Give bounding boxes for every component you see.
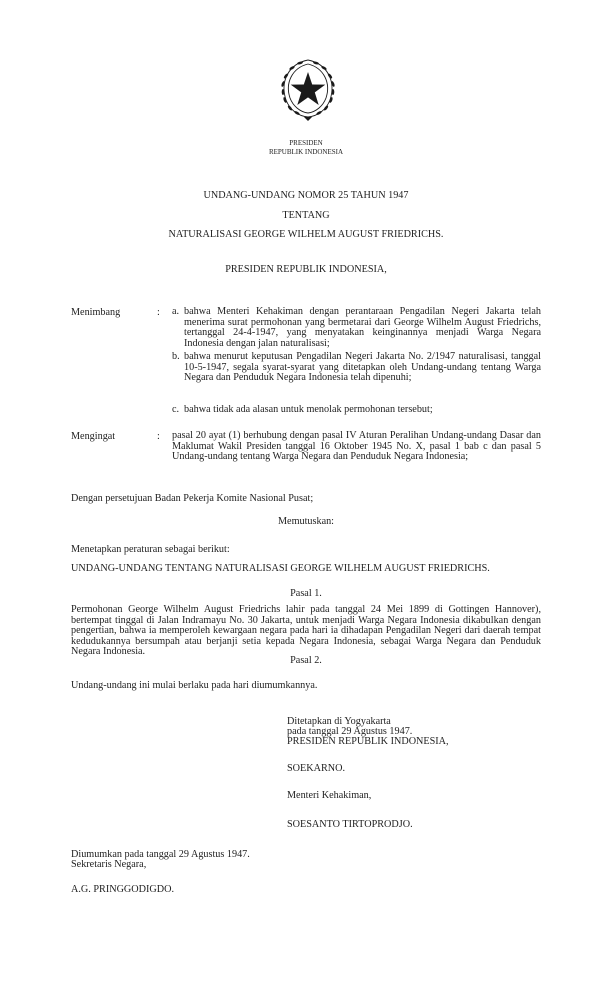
mengingat-text: pasal 20 ayat (1) berhubung dengan pasal IV Aturan Peralihan Undang-undang Dasar dan Maklumat Wakil Presiden tanggal 16 Oktober 1945 No. X, pasal 1 bab c dan pasal 5 Undang-undang tentang Warga Negara dan Penduduk Negara Indonesia; <box>172 430 541 463</box>
tentang-line: TENTANG <box>282 210 330 221</box>
menetapkan-line: Menetapkan peraturan sebagai berikut: <box>71 544 230 555</box>
menimbang-item-letter: a. <box>172 306 180 317</box>
promulgation-date: Diumumkan pada tanggal 29 Agustus 1947. <box>71 849 250 860</box>
pasal-1-heading: Pasal 1. <box>290 588 322 599</box>
presidential-emblem <box>274 54 342 126</box>
signature-place: Ditetapkan di Yogyakarta <box>287 716 391 727</box>
law-title-line: UNDANG-UNDANG TENTANG NATURALISASI GEORGE WILHELM AUGUST FRIEDRICHS. <box>71 563 490 574</box>
secretary-title: Sekretaris Negara, <box>71 859 147 870</box>
star-wreath-icon <box>274 54 342 126</box>
president-name: SOEKARNO. <box>287 763 346 774</box>
mengingat-label: Mengingat <box>71 431 116 442</box>
office-line-2: REPUBLIK INDONESIA <box>268 148 344 156</box>
menimbang-item-a: bahwa Menteri Kehakiman dengan perantaraan Pengadilan Negeri Jakarta telah menerima surat permohonan yang bermetarai dari George Wilhelm August Friedrichs, tertanggal 24-4-1947, yang menyatakan keinginannya menjadi Warga Negara Indonesia dengan jalan naturalisasi; <box>184 306 541 349</box>
subject-title: NATURALISASI GEORGE WILHELM AUGUST FRIEDRICHS. <box>168 229 444 240</box>
pasal-2-heading: Pasal 2. <box>290 655 322 666</box>
menimbang-colon: : <box>157 307 160 318</box>
memutuskan-heading: Memutuskan: <box>277 516 335 527</box>
menimbang-label: Menimbang <box>71 307 121 318</box>
signature-date: pada tanggal 29 Agustus 1947. <box>287 726 413 737</box>
minister-name: SOESANTO TIRTOPRODJO. <box>287 819 413 830</box>
signature-office: PRESIDEN REPUBLIK INDONESIA, <box>287 736 449 747</box>
menimbang-item-b: bahwa menurut keputusan Pengadilan Negeri Jakarta No. 2/1947 naturalisasi, tanggal 10-5-1947, segala syarat-syarat yang ditetapkan oleh Undang-undang tentang Warga Negara dan Penduduk Negara Indonesia telah dipenuhi; <box>184 351 541 384</box>
minister-title: Menteri Kehakiman, <box>287 790 372 801</box>
pasal-2-text: Undang-undang ini mulai berlaku pada hari diumumkannya. <box>71 680 318 691</box>
mengingat-colon: : <box>157 431 160 442</box>
menimbang-item-letter: b. <box>172 351 180 362</box>
pasal-1-text: Permohonan George Wilhelm August Friedrichs lahir pada tanggal 24 Mei 1899 di Gottingen Hannover), bertempat tinggal di Jalan Indramayu No. 30 Jakarta, untuk menjadi Warga Negara Indonesia dikabulkan dengan pengertian, bahwa ia memperoleh kewargaan negara pada hari ia dihadapan Pengadilan Negeri dari daerah tempat kedudukannya bersumpah atau berjanji setia kepada Negara Indonesia, sebagai Warga Negara dan Penduduk Negara Indonesia. <box>71 604 541 658</box>
menimbang-item-letter: c. <box>172 404 180 415</box>
persetujuan-line: Dengan persetujuan Badan Pekerja Komite Nasional Pusat; <box>71 493 314 504</box>
secretary-name: A.G. PRINGGODIGDO. <box>71 884 175 895</box>
office-line-1: PRESIDEN <box>289 139 323 147</box>
menimbang-item-c: bahwa tidak ada alasan untuk menolak permohonan tersebut; <box>184 404 433 415</box>
issuer-line: PRESIDEN REPUBLIK INDONESIA, <box>225 264 387 275</box>
law-number-title: UNDANG-UNDANG NOMOR 25 TAHUN 1947 <box>203 190 409 201</box>
